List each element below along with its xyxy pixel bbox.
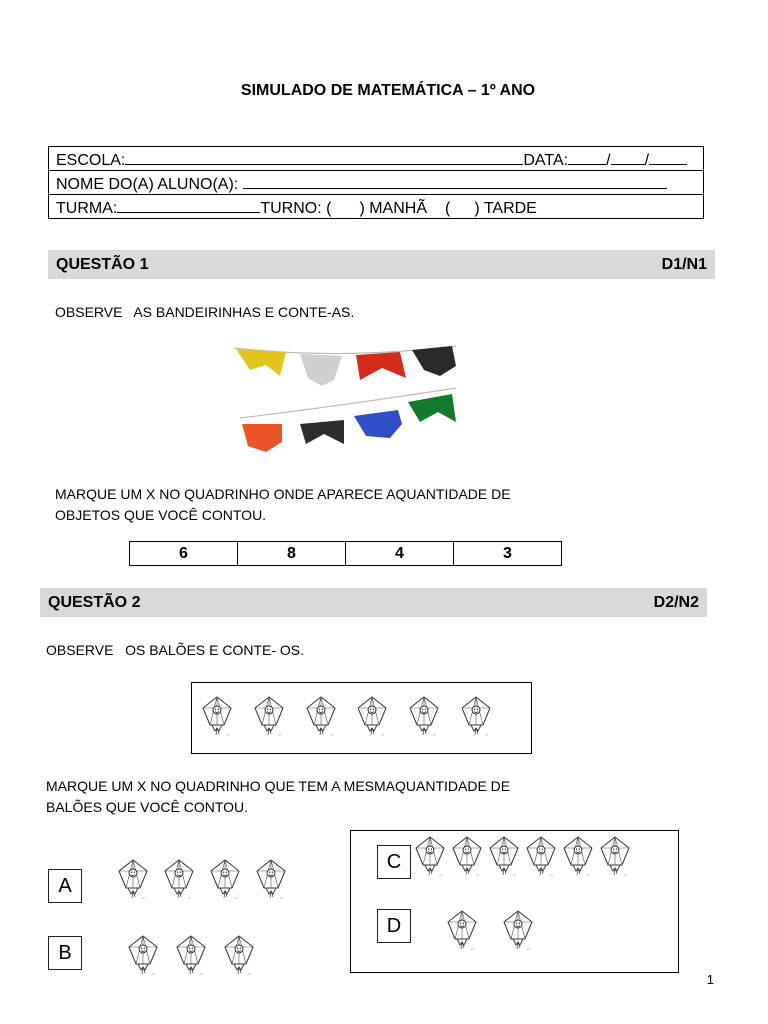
balloon-icon bbox=[174, 934, 208, 976]
flag-1-4 bbox=[412, 346, 456, 376]
turma-row bbox=[49, 195, 703, 218]
day-field[interactable] bbox=[568, 147, 606, 165]
answer-option-1[interactable]: 6 bbox=[130, 542, 238, 566]
date-separator: / bbox=[644, 152, 650, 169]
question-1-answer-table bbox=[129, 541, 562, 566]
question-1-label: QUESTÃO 1 bbox=[56, 256, 149, 273]
turma-label: TURMA: bbox=[56, 200, 118, 217]
flag-2-4 bbox=[408, 394, 456, 422]
balloon-icon bbox=[222, 934, 256, 976]
month-field[interactable] bbox=[611, 147, 645, 165]
question-1-task-line-1: MARQUE UM X NO QUADRINHO ONDE APARECE AQUANTIDADE DE bbox=[55, 486, 511, 502]
flag-1-1 bbox=[236, 349, 286, 376]
question-2-task bbox=[46, 776, 510, 818]
balloon-icon bbox=[487, 835, 521, 877]
question-2-code: D2/N2 bbox=[653, 594, 699, 611]
balloon-icon bbox=[450, 835, 484, 877]
choice-a-box[interactable]: A bbox=[48, 869, 82, 903]
choices-c-d-box bbox=[350, 830, 679, 973]
balloon-icon bbox=[598, 835, 632, 877]
balloon-icon bbox=[459, 695, 493, 737]
balloon-icon bbox=[413, 835, 447, 877]
balloon-icon bbox=[254, 858, 288, 900]
escola-field[interactable] bbox=[125, 147, 523, 165]
page-title: SIMULADO DE MATEMÁTICA – 1º ANO bbox=[240, 82, 536, 99]
answer-option-4[interactable]: 3 bbox=[454, 542, 562, 566]
nome-field[interactable] bbox=[243, 171, 667, 189]
turma-field[interactable] bbox=[117, 195, 260, 213]
balloon-icon bbox=[126, 934, 160, 976]
balloon-icon bbox=[501, 909, 535, 951]
balloon-icon bbox=[445, 909, 479, 951]
question-1-instruction: OBSERVE AS BANDEIRINHAS E CONTE-AS. bbox=[55, 304, 355, 320]
question-2-task-line-2: BALÕES QUE VOCÊ CONTOU. bbox=[46, 799, 249, 815]
manha-option[interactable]: ) MANHÃ bbox=[359, 200, 427, 217]
tarde-option[interactable]: ) TARDE bbox=[474, 200, 537, 217]
student-info-table bbox=[48, 146, 704, 219]
balloon-icon bbox=[200, 695, 234, 737]
question-1-task bbox=[55, 484, 511, 526]
balloon-icon bbox=[524, 835, 558, 877]
turno-label: TURNO: ( bbox=[260, 200, 332, 217]
nome-label: NOME DO(A) ALUNO(A): bbox=[56, 176, 239, 193]
question-2-task-line-1: MARQUE UM X NO QUADRINHO QUE TEM A MESMAQUANTIDADE DE bbox=[46, 778, 511, 794]
flag-2-1 bbox=[242, 424, 282, 452]
balloon-icon bbox=[162, 858, 196, 900]
question-1-code: D1/N1 bbox=[661, 256, 707, 273]
balloon-icon bbox=[355, 695, 389, 737]
year-field[interactable] bbox=[649, 147, 687, 165]
balloon-icon bbox=[252, 695, 286, 737]
balloon-icon bbox=[116, 858, 150, 900]
question-1-header bbox=[48, 250, 715, 279]
balloon-icon bbox=[208, 858, 242, 900]
question-2-instruction: OBSERVE OS BALÕES E CONTE- OS. bbox=[46, 642, 305, 658]
answer-option-3[interactable]: 4 bbox=[346, 542, 454, 566]
choice-d-box[interactable]: D bbox=[377, 909, 411, 943]
choice-b-box[interactable]: B bbox=[48, 936, 82, 970]
escola-row bbox=[49, 147, 703, 171]
answer-option-2[interactable]: 8 bbox=[238, 542, 346, 566]
question-2-label: QUESTÃO 2 bbox=[48, 594, 141, 611]
balloon-icon bbox=[407, 695, 441, 737]
escola-label: ESCOLA: bbox=[56, 152, 126, 169]
flag-1-3 bbox=[356, 352, 406, 380]
flag-2-2 bbox=[300, 420, 344, 444]
flag-1-2 bbox=[300, 354, 342, 386]
flag-2-3 bbox=[354, 410, 402, 438]
nome-row bbox=[49, 171, 703, 195]
choice-c-box[interactable]: C bbox=[377, 845, 411, 879]
question-1-task-line-2: OBJETOS QUE VOCÊ CONTOU. bbox=[55, 507, 267, 523]
page-number: 1 bbox=[706, 972, 714, 987]
question-2-header bbox=[40, 588, 707, 617]
date-separator: / bbox=[606, 152, 611, 169]
bunting-flags-illustration bbox=[230, 338, 460, 458]
balloons-to-count-box bbox=[191, 682, 532, 754]
balloon-icon bbox=[304, 695, 338, 737]
data-label: DATA: bbox=[523, 152, 569, 169]
balloon-icon bbox=[561, 835, 595, 877]
tarde-paren: ( bbox=[445, 200, 451, 217]
